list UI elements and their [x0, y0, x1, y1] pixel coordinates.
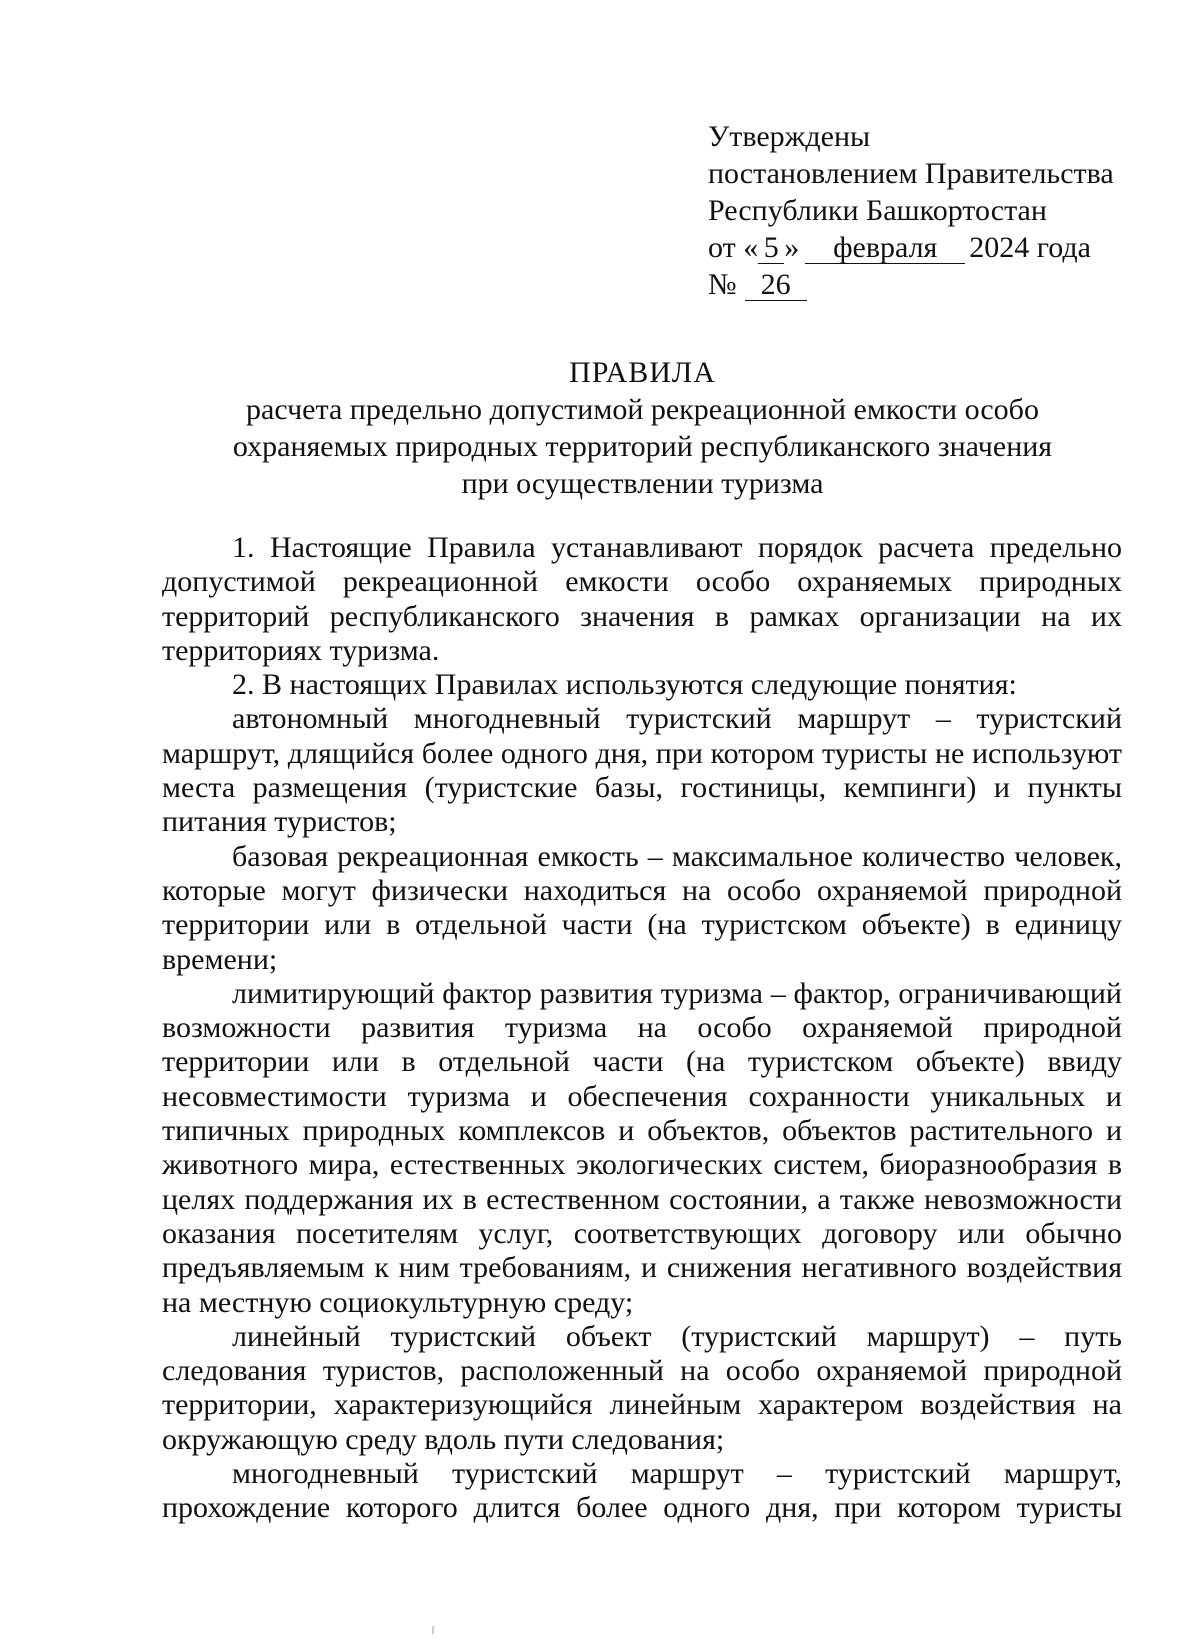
number-label: № [708, 268, 737, 301]
paragraph: 2. В настоящих Правилах используются следующие понятия: [232, 668, 1017, 702]
date-close-quote: » [784, 231, 800, 264]
approval-line: постановлением Правительства [708, 157, 1114, 190]
number-value: 26 [745, 270, 807, 301]
scan-artifact [432, 1626, 434, 1634]
definition-paragraph: лимитирующий фактор развития туризма – фактор, ограничивающий возможности развития туризма на особо охраняемой природной территории или в отдельной части (на туристском объекте) ввиду несовместимости туризма и обеспечения сохранности уникальных и типичных природных комплексов и объектов, объектов растительного и животного мира, естественных экологических систем, биоразнообразия в целях поддержания их в естественном состоянии, а также невозможности оказания посетителям услуг, соответствующих договору или обычно предъявляемым к ним требованиям, и снижения негативного воздействия на местную социокультурную среду; [162, 976, 1122, 1319]
date-day: 5 [758, 233, 784, 264]
title-line: охраняемых природных территорий республиканского значения [232, 430, 1053, 463]
definition-paragraph: многодневный туристский маршрут – туристский маршрут, прохождение которого длится более одного дня, при котором туристы [162, 1457, 1122, 1525]
document-title [150, 354, 1135, 502]
approval-stamp-block [708, 118, 1148, 303]
approval-line: Республики Башкортостан [708, 194, 1047, 227]
date-month: февраля [805, 233, 965, 264]
approval-number-line [708, 266, 1148, 303]
document-body [162, 531, 1122, 1526]
approval-line: Утверждены [708, 120, 871, 153]
date-prefix: от « [708, 231, 759, 264]
paragraph: 1. Настоящие Правила устанавливают порядок расчета предельно допустимой рекреационной емкости особо охраняемых природных территорий республиканского значения в рамках организации на их территориях туризма. [162, 531, 1122, 667]
title-line: расчета предельно допустимой рекреационной емкости особо [246, 393, 1039, 426]
title-heading: ПРАВИЛА [569, 356, 716, 389]
definition-paragraph: базовая рекреационная емкость – максимальное количество человек, которые могут физически находиться на особо охраняемой природной территории или в отдельной части (на туристском объекте) в единицу времени; [162, 839, 1122, 976]
approval-date-line [708, 229, 1148, 266]
title-line: при осуществлении туризма [461, 467, 824, 500]
date-year: 2024 года [969, 231, 1091, 264]
definition-paragraph: линейный туристский объект (туристский маршрут) – путь следования туристов, расположенный на особо охраняемой природной территории, характеризующийся линейным характером воздействия на окружающую среду вдоль пути следования; [162, 1319, 1122, 1456]
definition-paragraph: автономный многодневный туристский маршрут – туристский маршрут, длящийся более одного дня, при котором туристы не используют места размещения (туристские базы, гостиницы, кемпинги) и пункты питания туристов; [162, 702, 1122, 839]
